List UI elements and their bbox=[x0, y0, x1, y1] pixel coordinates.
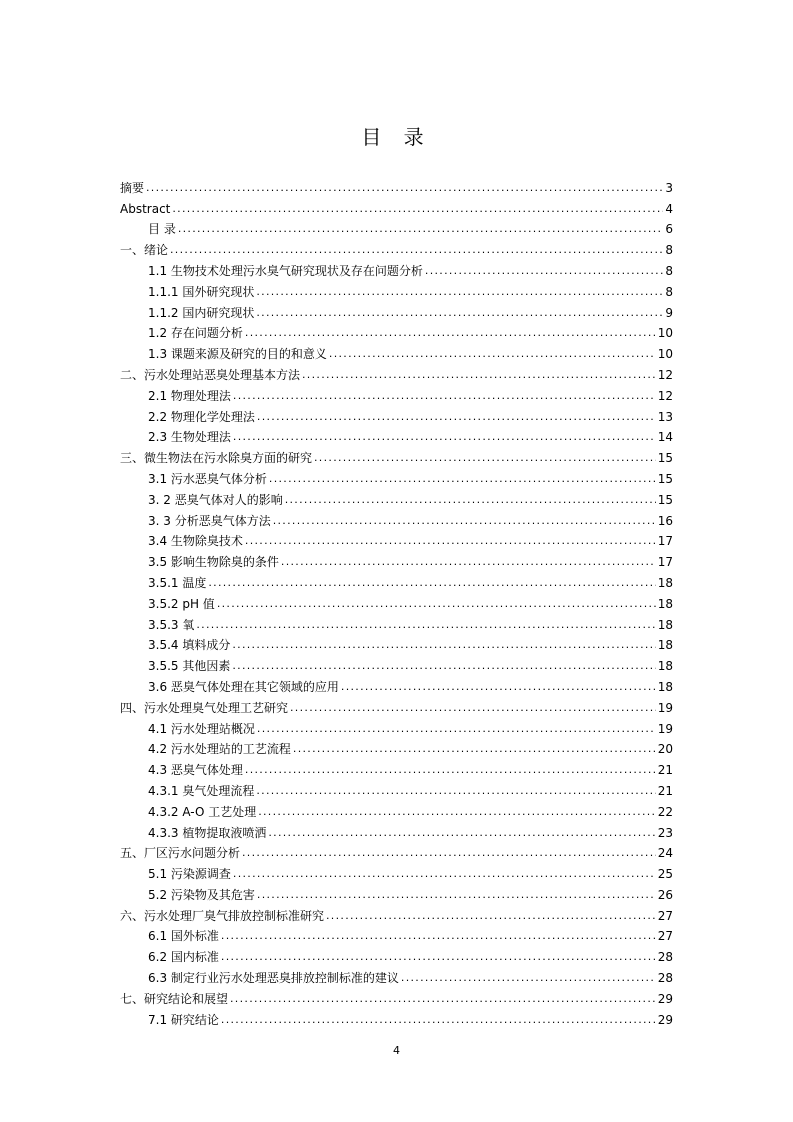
toc-entry[interactable] bbox=[120, 964, 673, 985]
toc-leader-dots bbox=[221, 1013, 656, 1027]
toc-entry-title: 4.2 污水处理站的工艺流程 bbox=[148, 742, 291, 757]
toc-entry-page: 16 bbox=[657, 513, 673, 528]
toc-entry-page: 15 bbox=[657, 471, 673, 486]
toc-entry[interactable] bbox=[120, 652, 673, 673]
toc-entry[interactable] bbox=[120, 195, 673, 216]
toc-entry-page: 25 bbox=[657, 867, 673, 882]
toc-entry-title: 六、污水处理厂臭气排放控制标准研究 bbox=[120, 908, 325, 923]
toc-entry-title: 三、微生物法在污水除臭方面的研究 bbox=[120, 451, 313, 466]
toc-entry-title: 1.3 课题来源及研究的目的和意义 bbox=[148, 347, 327, 362]
toc-entry-page: 29 bbox=[657, 991, 673, 1006]
toc-entry[interactable] bbox=[120, 403, 673, 424]
toc-leader-dots bbox=[314, 451, 656, 465]
toc-leader-dots bbox=[196, 618, 655, 632]
toc-leader-dots bbox=[425, 264, 663, 278]
toc-entry[interactable] bbox=[120, 611, 673, 632]
toc-entry-page: 27 bbox=[657, 908, 673, 923]
toc-entry[interactable] bbox=[120, 174, 673, 195]
toc-leader-dots bbox=[245, 326, 656, 340]
toc-entry-title: 6.1 国外标准 bbox=[148, 929, 219, 944]
toc-entry[interactable] bbox=[120, 943, 673, 964]
toc-leader-dots bbox=[256, 784, 655, 798]
toc-entry[interactable] bbox=[120, 1006, 673, 1027]
toc-entry-page: 20 bbox=[657, 742, 673, 757]
toc-entry-title: 1.1 生物技术处理污水臭气研究现状及存在问题分析 bbox=[148, 263, 423, 278]
toc-leader-dots bbox=[269, 472, 656, 486]
toc-entry-page: 21 bbox=[657, 763, 673, 778]
toc-entry[interactable] bbox=[120, 236, 673, 257]
toc-leader-dots bbox=[257, 888, 656, 902]
toc-entry[interactable] bbox=[120, 819, 673, 840]
toc-entry[interactable] bbox=[120, 756, 673, 777]
toc-entry-title: 4.3 恶臭气体处理 bbox=[148, 763, 243, 778]
toc-entry-title: 3. 3 分析恶臭气体方法 bbox=[148, 513, 271, 528]
table-of-contents bbox=[120, 174, 673, 1027]
page-title: 目 录 bbox=[361, 125, 432, 149]
toc-leader-dots bbox=[208, 576, 655, 590]
toc-leader-dots bbox=[245, 763, 656, 777]
toc-entry[interactable] bbox=[120, 840, 673, 861]
toc-entry[interactable] bbox=[120, 548, 673, 569]
toc-entry[interactable] bbox=[120, 278, 673, 299]
toc-leader-dots bbox=[233, 867, 656, 881]
toc-leader-dots bbox=[256, 306, 663, 320]
toc-entry-title: 七、研究结论和展望 bbox=[120, 991, 229, 1006]
toc-entry-page: 3 bbox=[665, 180, 673, 195]
toc-entry-page: 19 bbox=[657, 721, 673, 736]
toc-entry-title: 3.5.1 温度 bbox=[148, 575, 207, 590]
toc-leader-dots bbox=[232, 659, 655, 673]
toc-entry[interactable] bbox=[120, 736, 673, 757]
toc-entry-title: 4.1 污水处理站概况 bbox=[148, 721, 255, 736]
toc-entry[interactable] bbox=[120, 340, 673, 361]
toc-leader-dots bbox=[146, 181, 663, 195]
toc-entry-page: 29 bbox=[657, 1012, 673, 1027]
toc-entry[interactable] bbox=[120, 881, 673, 902]
toc-entry-title: 3.5.2 pH 值 bbox=[148, 596, 215, 611]
toc-entry[interactable] bbox=[120, 798, 673, 819]
toc-leader-dots bbox=[302, 368, 656, 382]
toc-entry-title: 五、厂区污水问题分析 bbox=[120, 846, 241, 861]
toc-entry[interactable] bbox=[120, 673, 673, 694]
toc-entry-page: 18 bbox=[657, 617, 673, 632]
toc-entry-title: 5.2 污染物及其危害 bbox=[148, 887, 255, 902]
toc-entry-page: 18 bbox=[657, 638, 673, 653]
toc-leader-dots bbox=[258, 805, 656, 819]
toc-entry-page: 18 bbox=[657, 596, 673, 611]
toc-entry[interactable] bbox=[120, 257, 673, 278]
toc-leader-dots bbox=[230, 992, 656, 1006]
toc-entry[interactable] bbox=[120, 486, 673, 507]
toc-entry-page: 19 bbox=[657, 700, 673, 715]
toc-entry[interactable] bbox=[120, 507, 673, 528]
toc-entry[interactable] bbox=[120, 777, 673, 798]
toc-leader-dots bbox=[233, 430, 656, 444]
toc-entry-title: 3.5.4 填料成分 bbox=[148, 638, 231, 653]
toc-entry-page: 14 bbox=[657, 430, 673, 445]
toc-entry-page: 17 bbox=[657, 534, 673, 549]
toc-leader-dots bbox=[170, 243, 663, 257]
toc-entry[interactable] bbox=[120, 528, 673, 549]
toc-entry-page: 6 bbox=[665, 222, 673, 237]
toc-leader-dots bbox=[172, 202, 663, 216]
toc-entry-page: 23 bbox=[657, 825, 673, 840]
toc-leader-dots bbox=[326, 909, 656, 923]
toc-entry-page: 28 bbox=[657, 971, 673, 986]
toc-entry-title: 3.1 污水恶臭气体分析 bbox=[148, 471, 267, 486]
toc-entry[interactable] bbox=[120, 444, 673, 465]
toc-entry-page: 15 bbox=[657, 451, 673, 466]
toc-entry-page: 24 bbox=[657, 846, 673, 861]
toc-entry[interactable] bbox=[120, 902, 673, 923]
toc-entry-title: Abstract bbox=[120, 201, 171, 216]
toc-leader-dots bbox=[257, 410, 656, 424]
toc-leader-dots bbox=[233, 389, 656, 403]
toc-leader-dots bbox=[290, 701, 656, 715]
toc-entry-page: 18 bbox=[657, 659, 673, 674]
toc-leader-dots bbox=[285, 493, 656, 507]
toc-entry-title: 7.1 研究结论 bbox=[148, 1012, 219, 1027]
toc-entry-title: 3.5.3 氧 bbox=[148, 617, 195, 632]
toc-entry-page: 8 bbox=[665, 243, 673, 258]
toc-entry[interactable] bbox=[120, 715, 673, 736]
toc-leader-dots bbox=[232, 638, 655, 652]
toc-entry-page: 17 bbox=[657, 555, 673, 570]
toc-leader-dots bbox=[329, 347, 656, 361]
toc-leader-dots bbox=[221, 950, 656, 964]
toc-entry-page: 15 bbox=[657, 492, 673, 507]
toc-entry-page: 10 bbox=[657, 326, 673, 341]
toc-entry-title: 四、污水处理臭气处理工艺研究 bbox=[120, 700, 289, 715]
toc-entry-title: 6.3 制定行业污水处理恶臭排放控制标准的建议 bbox=[148, 971, 399, 986]
toc-entry-title: 3. 2 恶臭气体对人的影响 bbox=[148, 492, 283, 507]
toc-entry[interactable] bbox=[120, 590, 673, 611]
toc-entry-title: 3.5 影响生物除臭的条件 bbox=[148, 555, 279, 570]
toc-leader-dots bbox=[221, 929, 656, 943]
toc-entry-title: 4.3.1 臭气处理流程 bbox=[148, 783, 255, 798]
toc-entry-title: 目 录 bbox=[148, 222, 176, 237]
toc-entry-page: 27 bbox=[657, 929, 673, 944]
toc-entry[interactable] bbox=[120, 299, 673, 320]
toc-leader-dots bbox=[245, 534, 656, 548]
toc-entry[interactable] bbox=[120, 632, 673, 653]
toc-entry-title: 4.3.3 植物提取液喷洒 bbox=[148, 825, 267, 840]
toc-entry-page: 8 bbox=[665, 284, 673, 299]
toc-entry-title: 2.3 生物处理法 bbox=[148, 430, 231, 445]
toc-entry-title: 5.1 污染源调查 bbox=[148, 867, 231, 882]
toc-entry[interactable] bbox=[120, 361, 673, 382]
toc-leader-dots bbox=[401, 971, 656, 985]
toc-entry-page: 12 bbox=[657, 367, 673, 382]
toc-entry-title: 4.3.2 A-O 工艺处理 bbox=[148, 804, 257, 819]
toc-entry[interactable] bbox=[120, 569, 673, 590]
toc-entry-page: 4 bbox=[665, 201, 673, 216]
toc-leader-dots bbox=[257, 722, 656, 736]
toc-leader-dots bbox=[281, 555, 656, 569]
toc-entry-title: 3.4 生物除臭技术 bbox=[148, 534, 243, 549]
toc-entry-title: 1.1.1 国外研究现状 bbox=[148, 284, 255, 299]
toc-leader-dots bbox=[341, 680, 656, 694]
page-number: 4 bbox=[393, 1044, 400, 1057]
toc-entry-page: 18 bbox=[657, 679, 673, 694]
toc-entry-page: 12 bbox=[657, 388, 673, 403]
toc-entry-page: 13 bbox=[657, 409, 673, 424]
toc-leader-dots bbox=[273, 514, 656, 528]
toc-entry-page: 9 bbox=[665, 305, 673, 320]
toc-entry[interactable] bbox=[120, 382, 673, 403]
toc-entry[interactable] bbox=[120, 860, 673, 881]
toc-entry-title: 2.1 物理处理法 bbox=[148, 388, 231, 403]
toc-leader-dots bbox=[256, 285, 663, 299]
toc-entry-title: 3.6 恶臭气体处理在其它领域的应用 bbox=[148, 679, 339, 694]
toc-entry[interactable] bbox=[120, 320, 673, 341]
toc-entry[interactable] bbox=[120, 985, 673, 1006]
toc-entry[interactable] bbox=[120, 923, 673, 944]
toc-entry-page: 21 bbox=[657, 783, 673, 798]
toc-entry-page: 18 bbox=[657, 575, 673, 590]
toc-entry-title: 1.1.2 国内研究现状 bbox=[148, 305, 255, 320]
toc-entry-title: 6.2 国内标准 bbox=[148, 950, 219, 965]
toc-entry-title: 3.5.5 其他因素 bbox=[148, 659, 231, 674]
toc-entry[interactable] bbox=[120, 465, 673, 486]
toc-entry-title: 摘要 bbox=[120, 180, 145, 195]
toc-leader-dots bbox=[293, 742, 656, 756]
toc-leader-dots bbox=[178, 222, 664, 236]
toc-leader-dots bbox=[268, 826, 655, 840]
toc-entry-page: 10 bbox=[657, 347, 673, 362]
toc-entry-page: 28 bbox=[657, 950, 673, 965]
toc-leader-dots bbox=[217, 597, 656, 611]
toc-entry-title: 二、污水处理站恶臭处理基本方法 bbox=[120, 367, 301, 382]
toc-entry[interactable] bbox=[120, 694, 673, 715]
toc-entry[interactable] bbox=[120, 216, 673, 237]
toc-leader-dots bbox=[242, 846, 656, 860]
toc-entry-page: 22 bbox=[657, 804, 673, 819]
toc-entry[interactable] bbox=[120, 424, 673, 445]
toc-entry-page: 8 bbox=[665, 263, 673, 278]
toc-entry-title: 一、绪论 bbox=[120, 243, 169, 258]
toc-entry-title: 2.2 物理化学处理法 bbox=[148, 409, 255, 424]
toc-entry-title: 1.2 存在问题分析 bbox=[148, 326, 243, 341]
toc-entry-page: 26 bbox=[657, 887, 673, 902]
